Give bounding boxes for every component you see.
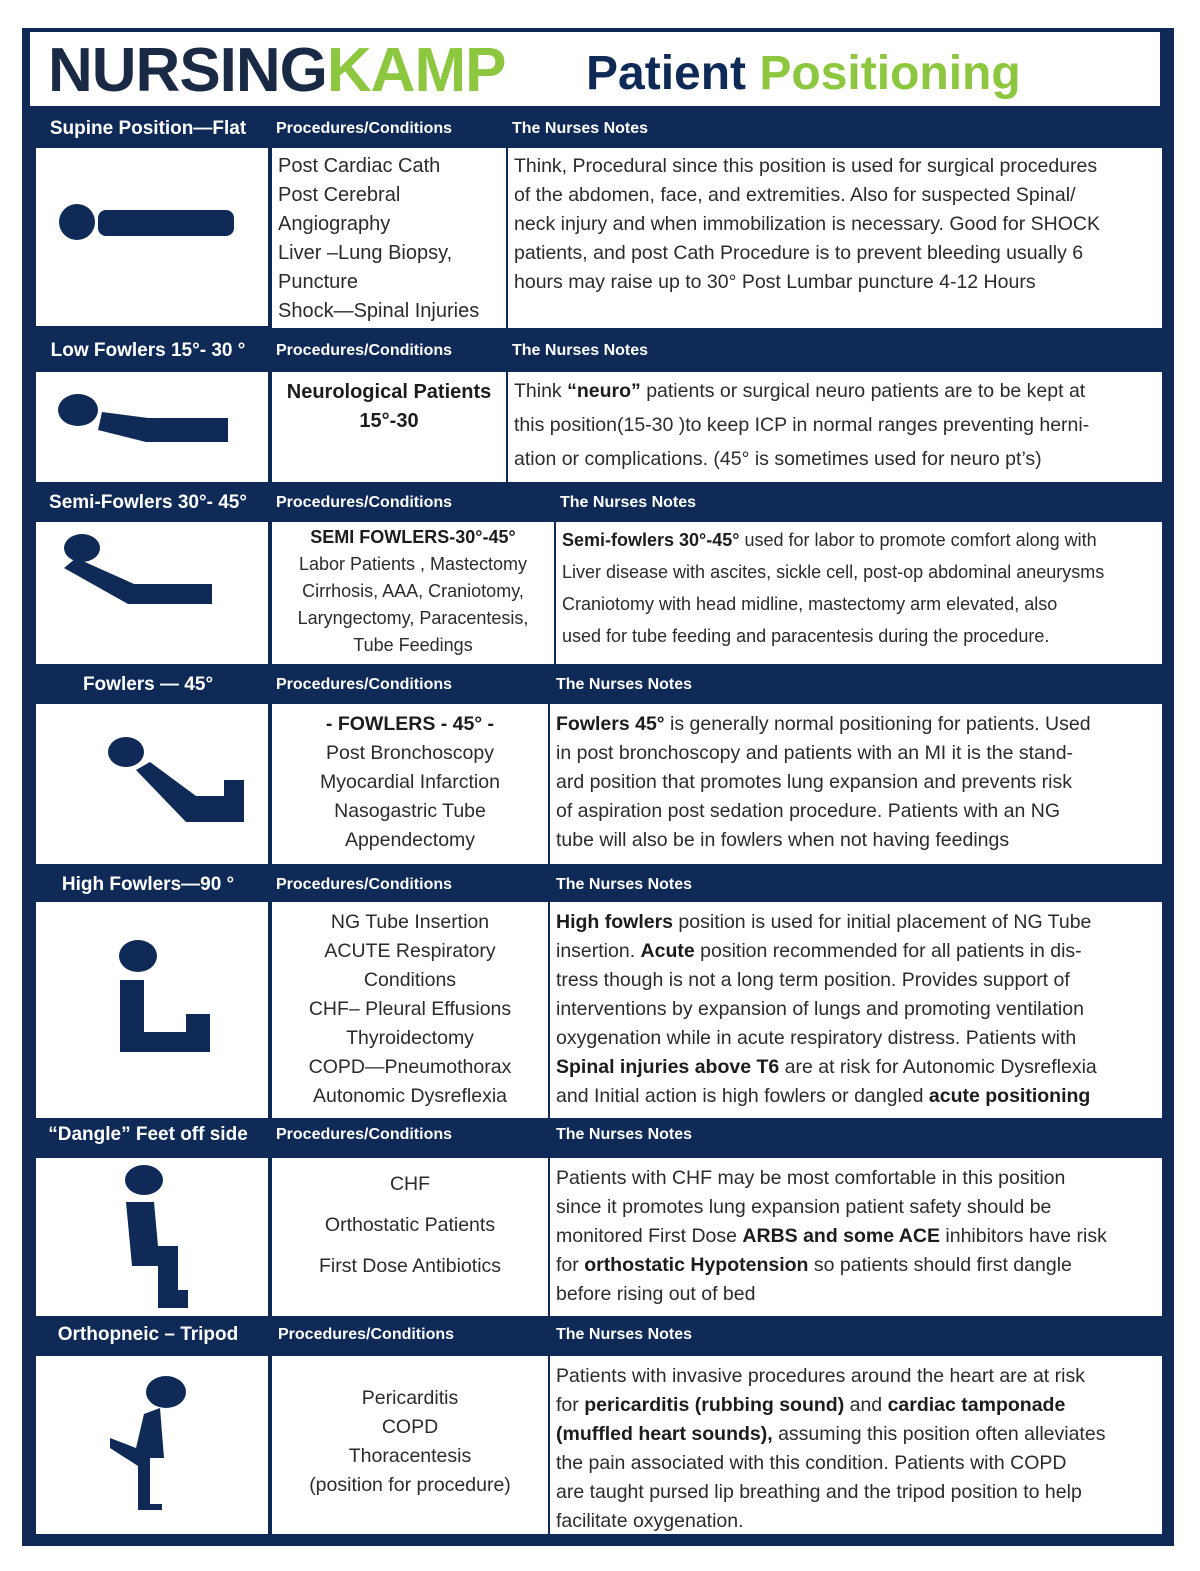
procedure-item: COPD	[381, 1416, 439, 1438]
procedure-item: Myocardial Infarction	[320, 771, 500, 793]
brand-logo: NURSINGKAMP	[48, 36, 506, 105]
procedure-item: Conditions	[363, 969, 457, 991]
notes-header: The Nurses Notes	[556, 876, 693, 893]
position-name: Semi-Fowlers 30°- 45°	[49, 492, 247, 513]
dangle-figure-icon	[36, 1158, 268, 1316]
procedures-list	[272, 1356, 548, 1534]
nurses-notes: Fowlers 45° is generally normal positioning for patients. Used in post bronchoscopy and patients with an MI it is the stand- ard position that promotes lung expansion and prevents risk of aspiration post sedation procedure. Patients with an NG tube will also be in fowlers when not having feedings	[550, 704, 1162, 864]
procedures-list: SEMI FOWLERS-30°-45° Labor Patients , Mastectomy Cirrhosis, AAA, Craniotomy, Laryngectomy, Paracentesis, Tube Feedings	[272, 522, 554, 664]
procedure-item: Labor Patients , Mastectomy	[298, 554, 528, 574]
procedure-item: Shock—Spinal Injuries	[278, 300, 480, 322]
section-header	[30, 112, 1164, 146]
position-name: High Fowlers—90 °	[61, 874, 235, 895]
procedures-header: Procedures/Conditions	[276, 1126, 453, 1143]
procedure-item: Tube Feedings	[353, 635, 473, 655]
procedure-item: CHF– Pleural Effusions	[308, 998, 512, 1020]
section-high-fowlers	[30, 868, 1164, 1118]
procedure-item: Puncture	[278, 271, 359, 293]
section-supine	[30, 112, 1164, 330]
position-illustration	[36, 372, 268, 482]
low-fowlers-figure-icon	[36, 372, 268, 482]
section-header	[30, 868, 1164, 902]
notes-header: The Nurses Notes	[512, 342, 649, 359]
page-title: Patient Positioning	[586, 47, 1021, 100]
nurses-notes: Patients with invasive procedures around the heart are at risk for pericarditis (rubbing sound) and cardiac tamponade (muffled heart sounds), assuming this position often alleviates the pain associated with this condition. Patients with COPD are taught pursed lip breathing and the tripod position to help facilitate oxygenation.	[550, 1356, 1162, 1534]
procedure-item: COPD—Pneumothorax	[308, 1056, 512, 1078]
position-name: Supine Position—Flat	[49, 118, 247, 139]
notes-header: The Nurses Notes	[556, 1126, 693, 1143]
procedure-item: ACUTE Respiratory	[324, 940, 496, 962]
procedure-item: Thyroidectomy	[346, 1027, 474, 1049]
supine-figure-icon	[36, 148, 268, 326]
section-header	[30, 334, 1164, 368]
procedure-item: NG Tube Insertion	[330, 911, 490, 933]
section-low-fowlers	[30, 334, 1164, 484]
procedures-list	[272, 902, 548, 1118]
procedure-item: Autonomic Dysreflexia	[313, 1085, 507, 1107]
section-header	[30, 486, 1164, 520]
nurses-notes: Patients with CHF may be most comfortable in this position since it promotes lung expansion patient safety should be monitored First Dose ARBS and some ACE inhibitors have risk for orthostatic Hypotension so patients should first dangle before rising out of bed	[550, 1158, 1162, 1316]
procedures-list	[272, 1158, 548, 1316]
procedure-item: Cirrhosis, AAA, Craniotomy,	[302, 581, 524, 601]
nurses-notes: Think, Procedural since this position is used for surgical procedures of the abdomen, face, and extremities. Also for suspected Spinal/ neck injury and when immobilization is necessary. Good for SHOCK patients, and post Cath Procedure is to prevent bleeding usually 6 hours may raise up to 30° Post Lumbar puncture 4-12 Hours	[508, 148, 1162, 328]
position-name: Low Fowlers 15°- 30 °	[50, 340, 246, 361]
high-fowlers-figure-icon	[36, 902, 268, 1118]
procedure-item: Thoracentesis	[348, 1445, 472, 1467]
section-header	[30, 1118, 1164, 1152]
section-semi-fowlers	[30, 486, 1164, 666]
procedures-header: Procedures/Conditions	[276, 120, 453, 137]
procedures-list: - FOWLERS - 45° - Post Bronchoscopy Myocardial Infarction Nasogastric Tube Appendectomy	[272, 704, 548, 864]
procedure-item: Appendectomy	[344, 829, 476, 851]
procedure-item: Orthostatic Patients	[324, 1214, 496, 1236]
tripod-figure-icon	[36, 1356, 268, 1534]
position-illustration	[36, 522, 268, 664]
position-name: Fowlers — 45°	[82, 674, 214, 695]
notes-header: The Nurses Notes	[556, 676, 693, 693]
section-tripod	[30, 1318, 1164, 1536]
position-name: Orthopneic – Tripod	[57, 1324, 239, 1345]
procedure-item: Liver –Lung Biopsy,	[278, 242, 453, 264]
procedure-item: Pericarditis	[361, 1387, 459, 1409]
fowlers-figure-icon	[36, 704, 268, 864]
procedure-item: First Dose Antibiotics	[318, 1255, 502, 1277]
position-illustration	[36, 704, 268, 864]
position-illustration	[36, 148, 268, 326]
procedure-item: Neurological Patients	[286, 381, 492, 403]
notes-header: The Nurses Notes	[560, 494, 697, 511]
procedures-header: Procedures/Conditions	[276, 342, 453, 359]
procedure-item: (position for procedure)	[309, 1474, 511, 1496]
procedures-list	[272, 372, 506, 482]
procedures-header: Procedures/Conditions	[276, 876, 453, 893]
notes-header: The Nurses Notes	[556, 1326, 693, 1343]
position-illustration	[36, 1158, 268, 1316]
section-header	[30, 668, 1164, 702]
section-dangle	[30, 1118, 1164, 1316]
section-header	[30, 1318, 1164, 1352]
procedure-item: 15°-30	[359, 410, 419, 432]
notes-header: The Nurses Notes	[512, 120, 649, 137]
nurses-notes: Semi-fowlers 30°-45° used for labor to promote comfort along with Liver disease with ascites, sickle cell, post-op abdominal aneurysms Craniotomy with head midline, mastectomy arm elevated, also used for tube feeding and paracentesis during the procedure.	[556, 522, 1162, 664]
position-name: “Dangle” Feet off side	[48, 1124, 248, 1145]
nurses-notes: High fowlers position is used for initial placement of NG Tube insertion. Acute position recommended for all patients in dis- tress though is not a long term position. Provides support of interventions by expansion of lungs and promoting ventilation oxygenation while in acute respiratory distress. Patients with Spinal injuries above T6 are at risk for Autonomic Dysreflexia and Initial action is high fowlers or dangled acute positioning	[550, 902, 1162, 1118]
procedures-list	[272, 148, 506, 328]
procedure-item: Angiography	[278, 213, 391, 235]
page-header	[30, 32, 1160, 106]
procedure-item: Post Cerebral	[278, 184, 401, 206]
position-illustration	[36, 1356, 268, 1534]
procedures-header: Procedures/Conditions	[278, 1326, 455, 1343]
procedure-item: Post Cardiac Cath	[278, 155, 441, 177]
procedures-header: Procedures/Conditions	[276, 676, 453, 693]
procedure-item: CHF	[389, 1173, 431, 1195]
procedure-item: Laryngectomy, Paracentesis,	[297, 608, 529, 628]
procedure-item: Nasogastric Tube	[334, 800, 486, 822]
semi-fowlers-figure-icon	[36, 522, 268, 664]
nurses-notes: Think “neuro” patients or surgical neuro patients are to be kept at this position(15-30 )to keep ICP in normal ranges preventing herni- ation or complications. (45° is sometimes used for neuro pt’s)	[508, 372, 1162, 482]
procedures-header: Procedures/Conditions	[276, 494, 453, 511]
position-illustration	[36, 902, 268, 1118]
procedure-item: Post Bronchoscopy	[325, 742, 494, 764]
section-fowlers	[30, 668, 1164, 866]
